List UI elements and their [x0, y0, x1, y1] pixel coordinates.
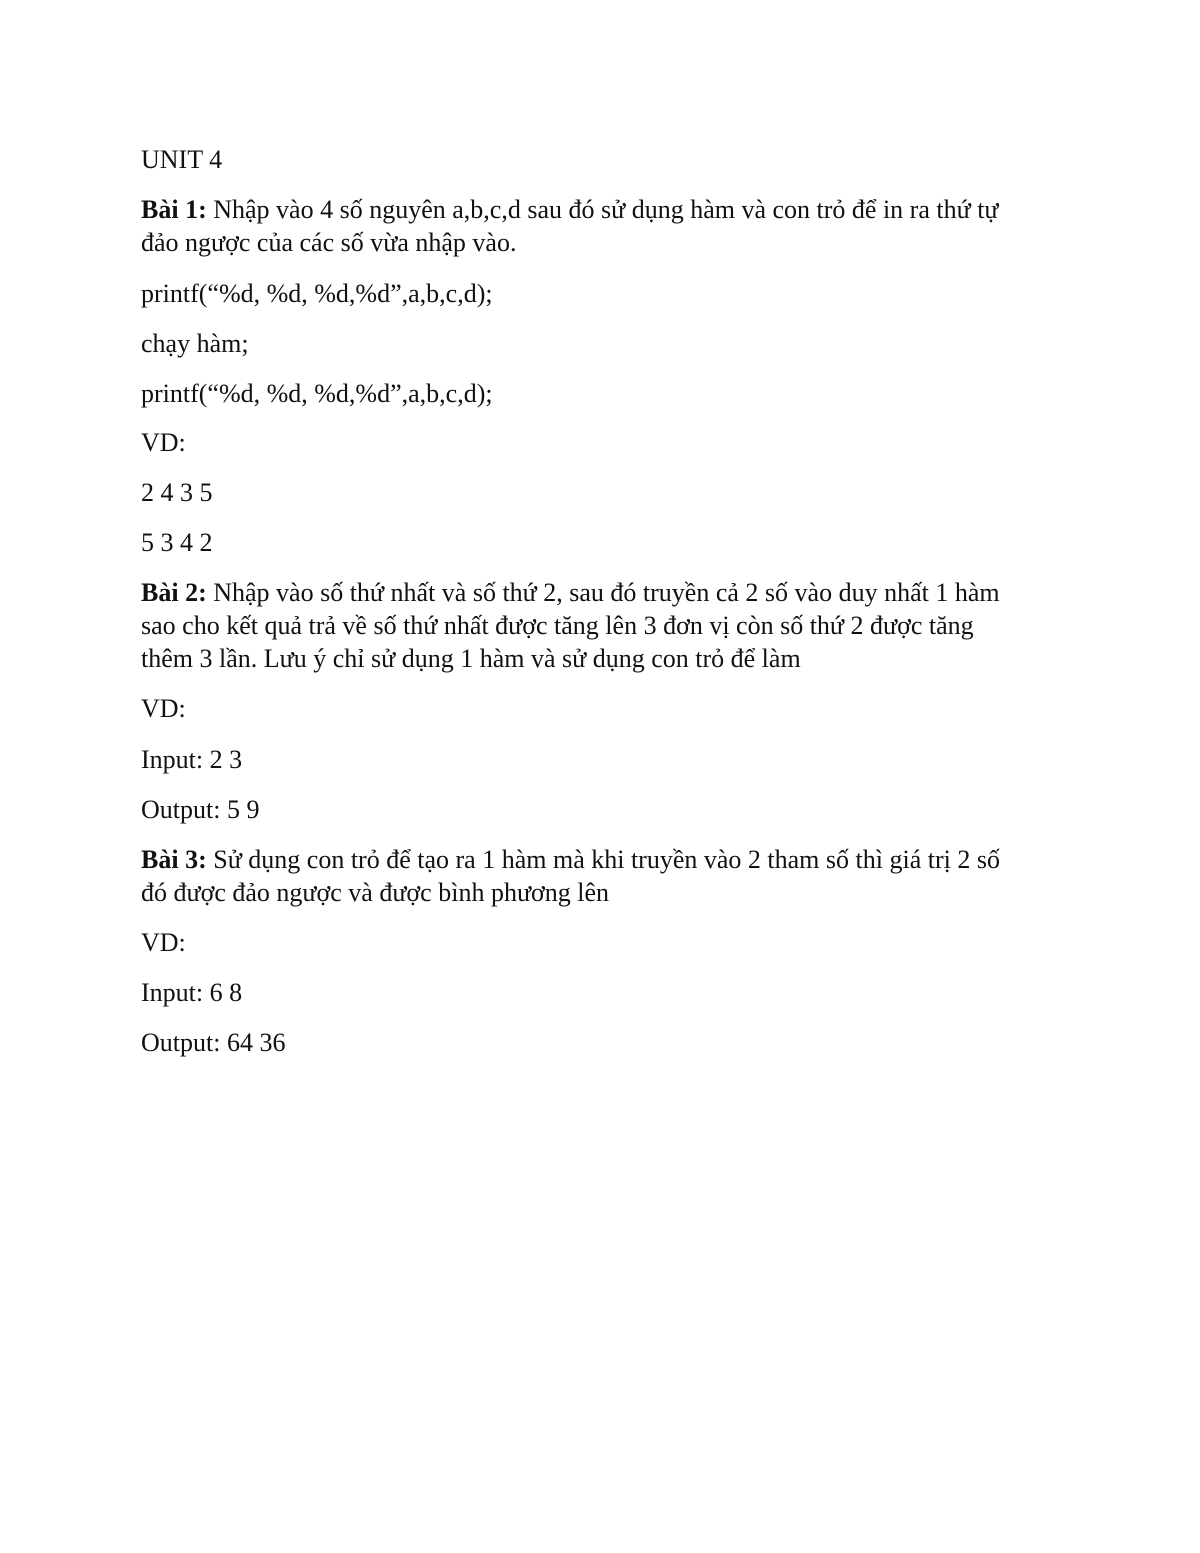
exercise-3-text-1: Sử dụng con trỏ để tạo ra 1 hàm mà khi truyền vào 2 tham số thì giá trị 2 số — [213, 845, 1000, 874]
exercise-2-line-1 — [141, 576, 1071, 609]
exercise-1-label: Bài 1: — [141, 195, 207, 224]
exercise-3-example-line-1: Input: 6 8 — [141, 978, 243, 1007]
exercise-2-text-1: Nhập vào số thứ nhất và số thứ 2, sau đó truyền cả 2 số vào duy nhất 1 hàm — [213, 578, 1000, 607]
exercise-2-example-line-2: Output: 5 9 — [141, 795, 260, 824]
exercise-3-text-2: đó được đảo ngược và được bình phương lên — [141, 878, 610, 907]
exercise-3-statement — [141, 843, 1071, 909]
exercise-2-label: Bài 2: — [141, 578, 207, 607]
exercise-2-example-line-1: Input: 2 3 — [141, 745, 243, 774]
exercise-1-example-line-2: 5 3 4 2 — [141, 528, 213, 557]
exercise-2-text-3: thêm 3 lần. Lưu ý chỉ sử dụng 1 hàm và sử dụng con trỏ để làm — [141, 644, 801, 673]
exercise-2-text-2: sao cho kết quả trả về số thứ nhất được tăng lên 3 đơn vị còn số thứ 2 được tăng — [141, 611, 974, 640]
exercise-3-example-line-2: Output: 64 36 — [141, 1028, 286, 1057]
exercise-1-line-1 — [141, 193, 1071, 226]
exercise-3-label: Bài 3: — [141, 845, 207, 874]
exercise-1-code-1: printf(“%d, %d, %d,%d”,a,b,c,d); — [141, 279, 493, 308]
exercise-2-statement — [141, 576, 1071, 675]
exercise-3-example-label: VD: — [141, 928, 186, 957]
exercise-1-example-label: VD: — [141, 428, 186, 457]
exercise-1-code-2: chạy hàm; — [141, 329, 249, 358]
exercise-1-text-1: Nhập vào 4 số nguyên a,b,c,d sau đó sử dụng hàm và con trỏ để in ra thứ tự — [213, 195, 999, 224]
exercise-1-text-2: đảo ngược của các số vừa nhập vào. — [141, 228, 517, 257]
exercise-1-example-line-1: 2 4 3 5 — [141, 478, 213, 507]
exercise-3-line-1 — [141, 843, 1071, 876]
exercise-2-example-label: VD: — [141, 694, 186, 723]
exercise-1-statement — [141, 193, 1071, 259]
unit-title: UNIT 4 — [141, 145, 223, 174]
exercise-1-code-3: printf(“%d, %d, %d,%d”,a,b,c,d); — [141, 379, 493, 408]
